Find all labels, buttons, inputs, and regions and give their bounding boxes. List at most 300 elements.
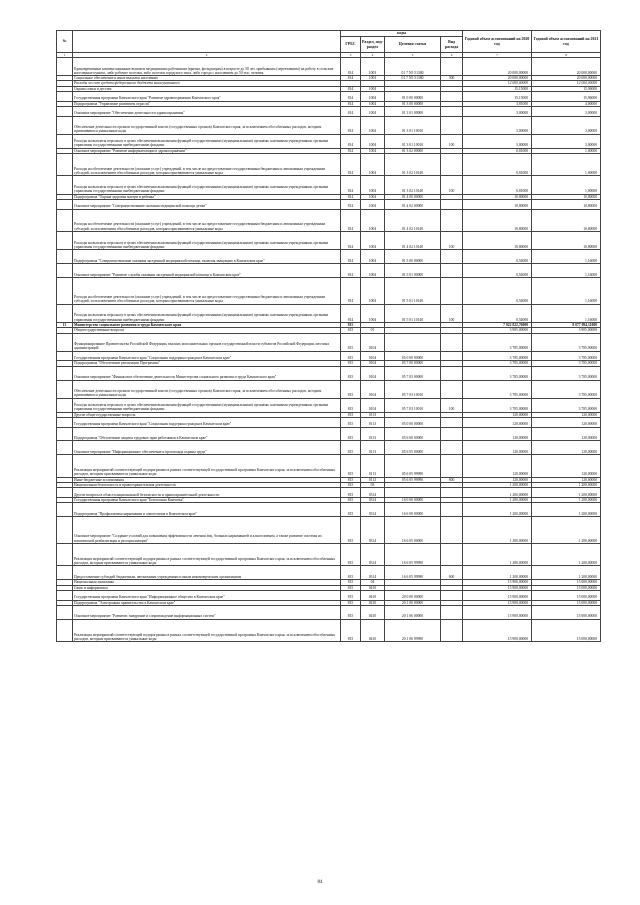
row-expense-type [441,543,463,566]
row-razdel: 1003 [361,76,385,81]
table-row [57,264,601,278]
row-razdel: 0104 [361,361,385,366]
row-grbs: 815 [341,333,361,351]
row-amount-2021: 10,80000 [532,194,601,199]
row-amount-2020: 3 785,00000 [463,351,532,361]
row-razdel: 0104 [361,333,385,351]
row-number [57,333,73,351]
row-number [57,441,73,455]
row-amount-2021: 1,00000 [532,176,601,194]
row-number [57,503,73,517]
row-amount-2020: 7 922 822,76000 [463,322,532,327]
row-amount-2021: 20 000,00000 [532,58,601,76]
row-name: Национальная безопасность и правоохранительная деятельность [73,483,341,488]
row-razdel: 0113 [361,455,385,478]
row-razdel: 0314 [361,543,385,566]
row-name: Расходы на выплаты персоналу в целях обеспечения выполнения функций государственными (муниципальными) органами, казенными учреждениями, органами управления государственными внебюджетными фондами [73,304,341,322]
row-grbs: 815 [341,412,361,417]
row-grbs: 815 [341,322,361,327]
row-amount-2021: 1,00000 [532,148,601,153]
table-row [57,488,601,498]
row-amount-2020: 15 900,00000 [463,619,532,642]
row-target-article: 16 6 05 99990 [385,566,441,580]
row-name: Основное мероприятие "Информационное обеспечение и пропаганда охраны труда" [73,441,341,455]
row-number [57,566,73,580]
table-row [57,590,601,600]
row-razdel: 1004 [361,101,385,106]
row-target-article: 01 3 01 10010 [385,116,441,134]
row-amount-2020: 0,81000 [463,176,532,194]
row-target-article: 01 5 00 00000 [385,250,441,264]
row-expense-type [441,199,463,209]
table-row [57,153,601,176]
header-name [73,31,341,53]
row-grbs: 814 [341,250,361,264]
row-grbs: 815 [341,503,361,517]
row-razdel: 0410 [361,590,385,600]
header-codes: коды [341,31,463,37]
row-target-article: 01 7 N5 51380 [385,58,441,76]
table-row [57,209,601,232]
row-target-article: 16 0 00 00000 [385,497,441,502]
row-grbs: 814 [341,116,361,134]
column-number: 6 [441,53,463,58]
row-name: Основное мероприятие "Развитие информатизации в здравоохранении" [73,148,341,153]
row-grbs: 815 [341,580,361,585]
row-amount-2020: 3,81000 [463,101,532,106]
row-razdel: 1004 [361,250,385,264]
row-name: Другие вопросы в области национальной безопасности и правоохранительной деятельности [73,488,341,498]
row-razdel: 0104 [361,351,385,361]
table-row [57,398,601,412]
row-amount-2020: 0,81000 [463,153,532,176]
row-name: Обеспечение деятельности органов государственной власти (государственных органов) Камчатского края, за исключением обособленных расходов, которым присваиваются уникальные коды [73,116,341,134]
row-amount-2020: 1 200,00000 [463,488,532,498]
row-amount-2021: 15 000,00000 [532,580,601,585]
column-number: 8 [532,53,601,58]
row-grbs: 815 [341,483,361,488]
row-name: Государственная программа Камчатского края "Развитие здравоохранения Камчатского края" [73,92,341,102]
row-expense-type [441,58,463,76]
row-amount-2020: 3 785,00000 [463,398,532,412]
row-amount-2021: 12 000,00000 [532,81,601,86]
row-grbs: 814 [341,277,361,304]
row-grbs: 815 [341,361,361,366]
row-razdel: 1004 [361,194,385,199]
row-razdel: 0104 [361,398,385,412]
row-grbs: 815 [341,455,361,478]
row-name: Расходы на обеспечение деятельности (оказание услуг) учреждений, в том числе на предоставление государственным бюджетным и автономным учреждениям субсидий, за исключением обособленных расходов, которым присваиваются уникальные коды [73,277,341,304]
row-amount-2020: 15 900,00000 [463,590,532,600]
row-grbs: 815 [341,417,361,427]
table-row [57,380,601,398]
row-razdel: 1004 [361,264,385,278]
row-razdel: 0104 [361,380,385,398]
row-razdel: 1004 [361,148,385,153]
row-name: Расходы на выплаты персоналу в целях обеспечения выполнения функций государственными (муниципальными) органами, казенными учреждениями, органами управления государственными внебюджетными фондами [73,134,341,148]
row-target-article: 05 6 05 99990 [385,455,441,478]
row-number [57,209,73,232]
row-number [57,232,73,250]
row-name: Расходы на обеспечение деятельности (оказание услуг) учреждений, в том числе на предоставление государственным бюджетным и автономным учреждениям субсидий, за исключением обособленных расходов, которым присваиваются уникальные коды [73,153,341,176]
row-razdel: 1004 [361,153,385,176]
row-number [57,517,73,544]
row-number [57,250,73,264]
row-target-article: 01 0 00 00000 [385,92,441,102]
row-name: Подпрограмма "Управление развитием отрасли" [73,101,341,106]
row-number [57,417,73,427]
row-name: Подпрограмма "Электронная правительство в Камчатском крае" [73,600,341,605]
row-target-article: 20 1 06 99990 [385,619,441,642]
row-number [57,380,73,398]
header-cs: Целевая статья [385,37,441,53]
table-row [57,106,601,116]
row-name: Государственная программа Камчатского края "Информационное общество в Камчатском крае" [73,590,341,600]
row-grbs: 815 [341,441,361,455]
row-target-article: 01 3 00 00000 [385,101,441,106]
row-amount-2020: 3,00000 [463,106,532,116]
row-grbs: 814 [341,199,361,209]
row-amount-2021: 15 000,00000 [532,619,601,642]
row-name: Реализация мероприятий соответствующей подпрограммы в рамках соответствующей государственной программы Камчатского края, за исключением обособленных расходов, которым присваиваются уникальные коды [73,543,341,566]
table-row [57,134,601,148]
row-razdel: 1004 [361,209,385,232]
row-target-article: 01 3 01 00000 [385,106,441,116]
row-grbs: 814 [341,101,361,106]
row-razdel: 1003 [361,58,385,76]
row-expense-type [441,333,463,351]
row-amount-2020: 120,00000 [463,427,532,441]
row-razdel: 1004 [361,92,385,102]
row-expense-type [441,351,463,361]
row-name: Расходы на выплаты персоналу в целях обеспечения выполнения функций государственными (муниципальными) органами, казенными учреждениями, органами управления государственными внебюджетными фондами [73,232,341,250]
row-expense-type [441,380,463,398]
row-amount-2021: 1,16000 [532,250,601,264]
row-expense-type: 800 [441,477,463,482]
table-row [57,250,601,264]
row-grbs: 815 [341,543,361,566]
row-expense-type [441,250,463,264]
row-name: Предоставление субсидий бюджетным, автономным учреждениям и иным некоммерческим организациям [73,566,341,580]
row-target-article: 16 6 05 99990 [385,543,441,566]
row-name: Единовременные компенсационные выплаты медицинским работникам (врачам, фельдшерам) в возрасте до 50 лет, прибывшим (переехавшим) на работу в сельские населенные пункты, либо рабочие поселки, либо поселки городского типа, либо города с населением до 50 тыс. человек [73,58,341,76]
row-razdel: 04 [361,580,385,585]
row-amount-2020: 10,80000 [463,209,532,232]
row-razdel: 0410 [361,605,385,619]
row-amount-2020: 120,00000 [463,417,532,427]
row-name: Основное мероприятие "Создание условий для повышения эффективности лечения лиц, больных наркоманией и алкоголизмом, а также развитие системы их комплексной реабилитации и ресоциализации" [73,517,341,544]
row-expense-type [441,209,463,232]
row-number [57,116,73,134]
row-amount-2021: 15 000,00000 [532,605,601,619]
row-grbs: 815 [341,590,361,600]
row-name: Государственная программа Камчатского края "Безопасная Камчатка" [73,497,341,502]
row-amount-2020: 15,15000 [463,86,532,91]
row-name: Министерство социального развития и труда Камчатского края [73,322,341,327]
table-body [57,58,601,642]
row-amount-2020: 15,15000 [463,92,532,102]
row-grbs: 814 [341,153,361,176]
row-amount-2021: 10,80000 [532,232,601,250]
row-razdel: 0113 [361,417,385,427]
budget-table [56,30,601,642]
row-grbs: 815 [341,488,361,498]
row-number [57,264,73,278]
row-amount-2020: 10,80000 [463,199,532,209]
column-number: 4 [361,53,385,58]
row-target-article: 01 3 02 10140 [385,153,441,176]
row-amount-2020: 120,00000 [463,477,532,482]
row-amount-2020: 0,54000 [463,304,532,322]
row-grbs: 815 [341,380,361,398]
row-amount-2020: 3,00000 [463,134,532,148]
row-name: Основное мероприятие "Развитие, внедрение и сопровождение информационных систем" [73,605,341,619]
row-amount-2021: 15,96000 [532,92,601,102]
row-amount-2021: 1,16000 [532,264,601,278]
table-row [57,543,601,566]
row-name: Подпрограмма "Обеспечение защиты трудовых прав работников в Камчатском крае" [73,427,341,441]
row-grbs: 814 [341,304,361,322]
row-number: 13 [57,322,73,327]
row-razdel: 0113 [361,441,385,455]
row-grbs: 814 [341,134,361,148]
row-grbs: 815 [341,619,361,642]
row-razdel: 0314 [361,566,385,580]
row-target-article: 16 6 05 00000 [385,517,441,544]
column-number: 3 [341,53,361,58]
row-number [57,455,73,478]
row-amount-2021: 20 000,00000 [532,76,601,81]
row-amount-2021: 1 200,00000 [532,488,601,498]
row-grbs: 815 [341,605,361,619]
row-amount-2021: 1 200,00000 [532,543,601,566]
row-number [57,92,73,102]
header-grbs: ГРБС [341,37,361,53]
table-row [57,232,601,250]
row-expense-type [441,277,463,304]
row-target-article: 05 7 03 10010 [385,380,441,398]
row-amount-2020: 20 000,00000 [463,58,532,76]
row-amount-2021: 1,16000 [532,304,601,322]
row-razdel: 1004 [361,134,385,148]
row-amount-2020: 0,54000 [463,250,532,264]
row-amount-2021: 120,00000 [532,477,601,482]
row-target-article: 20 1 00 00000 [385,600,441,605]
row-amount-2020: 120,00000 [463,412,532,417]
row-grbs: 814 [341,264,361,278]
row-name: Реализация мероприятий соответствующей подпрограммы в рамках соответствующей государственной программы Камчатского края, за исключением обособленных расходов, которым присваиваются уникальные коды [73,619,341,642]
row-target-article: 01 4 02 10140 [385,209,441,232]
row-grbs: 815 [341,366,361,380]
table-row [57,366,601,380]
row-amount-2021: 3 785,00000 [532,398,601,412]
table-row [57,455,601,478]
row-target-article: 01 7 N5 51380 [385,76,441,81]
row-razdel: 01 [361,328,385,333]
row-name: Иные бюджетные ассигнования [73,477,341,482]
row-amount-2021: 3 785,00000 [532,361,601,366]
row-razdel: 0410 [361,585,385,590]
row-grbs: 814 [341,106,361,116]
row-number [57,590,73,600]
row-expense-type [441,116,463,134]
row-name: Расходы за счет средств федерального бюджета вышеуказанного [73,81,341,86]
row-amount-2020: 10,80000 [463,232,532,250]
row-name: Связь и информатика [73,585,341,590]
row-target-article: 05 6 00 00000 [385,427,441,441]
table-row [57,333,601,351]
row-amount-2020: 3 905,00000 [463,328,532,333]
row-razdel: 0410 [361,619,385,642]
row-expense-type: 100 [441,134,463,148]
row-amount-2021: 3 785,00000 [532,380,601,398]
row-amount-2020: 3,00000 [463,116,532,134]
row-expense-type [441,605,463,619]
row-amount-2020: 0,54000 [463,264,532,278]
table-row [57,566,601,580]
row-expense-type [441,264,463,278]
row-grbs: 814 [341,86,361,91]
row-expense-type: 100 [441,398,463,412]
row-name: Основное мероприятие "Обеспечение деятельности здравоохранения" [73,106,341,116]
row-number [57,199,73,209]
row-amount-2021: 15 000,00000 [532,585,601,590]
row-amount-2021: 3,00000 [532,134,601,148]
page-number: 84 [317,880,323,885]
row-grbs: 814 [341,92,361,102]
row-amount-2020: 0,54000 [463,277,532,304]
row-amount-2020: 3 785,00000 [463,366,532,380]
row-amount-2021: 10,80000 [532,209,601,232]
row-razdel: 0410 [361,600,385,605]
row-name: Функционирование Правительства Российской Федерации, высших исполнительных органов государственной власти субъектов Российской Федерации, местных администраций [73,333,341,351]
row-expense-type [441,488,463,498]
row-target-article: 05 6 05 00000 [385,441,441,455]
row-razdel: 1004 [361,232,385,250]
row-amount-2020: 120,00000 [463,441,532,455]
row-expense-type [441,427,463,441]
row-expense-type: 600 [441,566,463,580]
row-amount-2020: 0,81000 [463,148,532,153]
row-amount-2021: 120,00000 [532,441,601,455]
row-grbs: 815 [341,328,361,333]
row-grbs: 814 [341,194,361,199]
row-amount-2021: 1 200,00000 [532,517,601,544]
row-number [57,351,73,361]
table-row [57,199,601,209]
row-target-article: 01 3 01 10010 [385,134,441,148]
table-row [57,116,601,134]
table-row [57,58,601,76]
row-amount-2021: 3 785,00000 [532,333,601,351]
row-razdel: 1004 [361,176,385,194]
table-row [57,427,601,441]
row-expense-type [441,441,463,455]
table-row [57,351,601,361]
row-target-article: 01 5 01 10140 [385,304,441,322]
row-expense-type [441,503,463,517]
row-grbs: 814 [341,58,361,76]
header-2021: Годовой объем ассигнований на 2021 год [532,31,601,53]
row-grbs: 815 [341,585,361,590]
row-expense-type [441,590,463,600]
row-expense-type: 100 [441,232,463,250]
row-target-article: 05 7 03 10010 [385,398,441,412]
row-target-article: 01 3 02 00000 [385,148,441,153]
row-name: Основное мероприятие "Совершенствование оказания медицинской помощи детям" [73,199,341,209]
row-target-article: 16 6 00 00000 [385,503,441,517]
row-name: Подпрограмма "Совершенствование оказания экстренной медицинской помощи, включая эвакуацию в Камчатском крае" [73,250,341,264]
row-amount-2020: 1 200,00000 [463,503,532,517]
row-grbs: 814 [341,76,361,81]
table-row [57,503,601,517]
row-amount-2021: 3 905,00000 [532,328,601,333]
row-target-article: 01 3 02 10140 [385,176,441,194]
row-number [57,176,73,194]
row-amount-2021: 1 200,00000 [532,503,601,517]
row-amount-2021: 3,00000 [532,106,601,116]
row-amount-2021: 3 785,00000 [532,351,601,361]
row-grbs: 815 [341,600,361,605]
row-amount-2021: 15 000,00000 [532,600,601,605]
row-target-article: 20 1 06 00000 [385,605,441,619]
header-2020: Годовой объем ассигнований на 2020 год [463,31,532,53]
row-grbs: 814 [341,209,361,232]
row-amount-2020: 3 785,00000 [463,380,532,398]
row-number [57,153,73,176]
table-row [57,304,601,322]
row-number [57,366,73,380]
row-grbs: 815 [341,398,361,412]
row-razdel: 0113 [361,477,385,482]
row-expense-type: 300 [441,76,463,81]
row-razdel: 0113 [361,427,385,441]
row-target-article [385,333,441,351]
row-razdel: 0314 [361,503,385,517]
row-grbs: 814 [341,176,361,194]
row-amount-2020: 15 900,00000 [463,605,532,619]
table-row [57,417,601,427]
row-target-article: 01 5 01 00000 [385,264,441,278]
row-number [57,619,73,642]
row-name: Расходы на выплаты персоналу в целях обеспечения выполнения функций государственными (муниципальными) органами, казенными учреждениями, органами управления государственными внебюджетными фондами [73,176,341,194]
row-grbs: 815 [341,477,361,482]
row-number [57,427,73,441]
row-name: Подпрограмма "Профилактика наркомании и алкоголизма в Камчатском крае" [73,503,341,517]
row-amount-2020: 10,80000 [463,194,532,199]
row-number [57,605,73,619]
row-amount-2021: 120,00000 [532,417,601,427]
column-number: 7 [463,53,532,58]
column-number: 2 [73,53,341,58]
row-target-article: 05 7 03 00000 [385,366,441,380]
row-amount-2021: 120,00000 [532,427,601,441]
table-row [57,277,601,304]
row-number [57,58,73,76]
table-row [57,517,601,544]
row-target-article: 20 0 00 00000 [385,590,441,600]
row-number [57,398,73,412]
row-amount-2021: 8 077 094,11000 [532,322,601,327]
row-amount-2020: 1 200,00000 [463,543,532,566]
row-amount-2021: 120,00000 [532,455,601,478]
table-row [57,619,601,642]
row-amount-2020: 15 900,00000 [463,600,532,605]
row-number [57,106,73,116]
table-row [57,605,601,619]
row-razdel: 0314 [361,497,385,502]
row-name: Другие общегосударственные вопросы [73,412,341,417]
